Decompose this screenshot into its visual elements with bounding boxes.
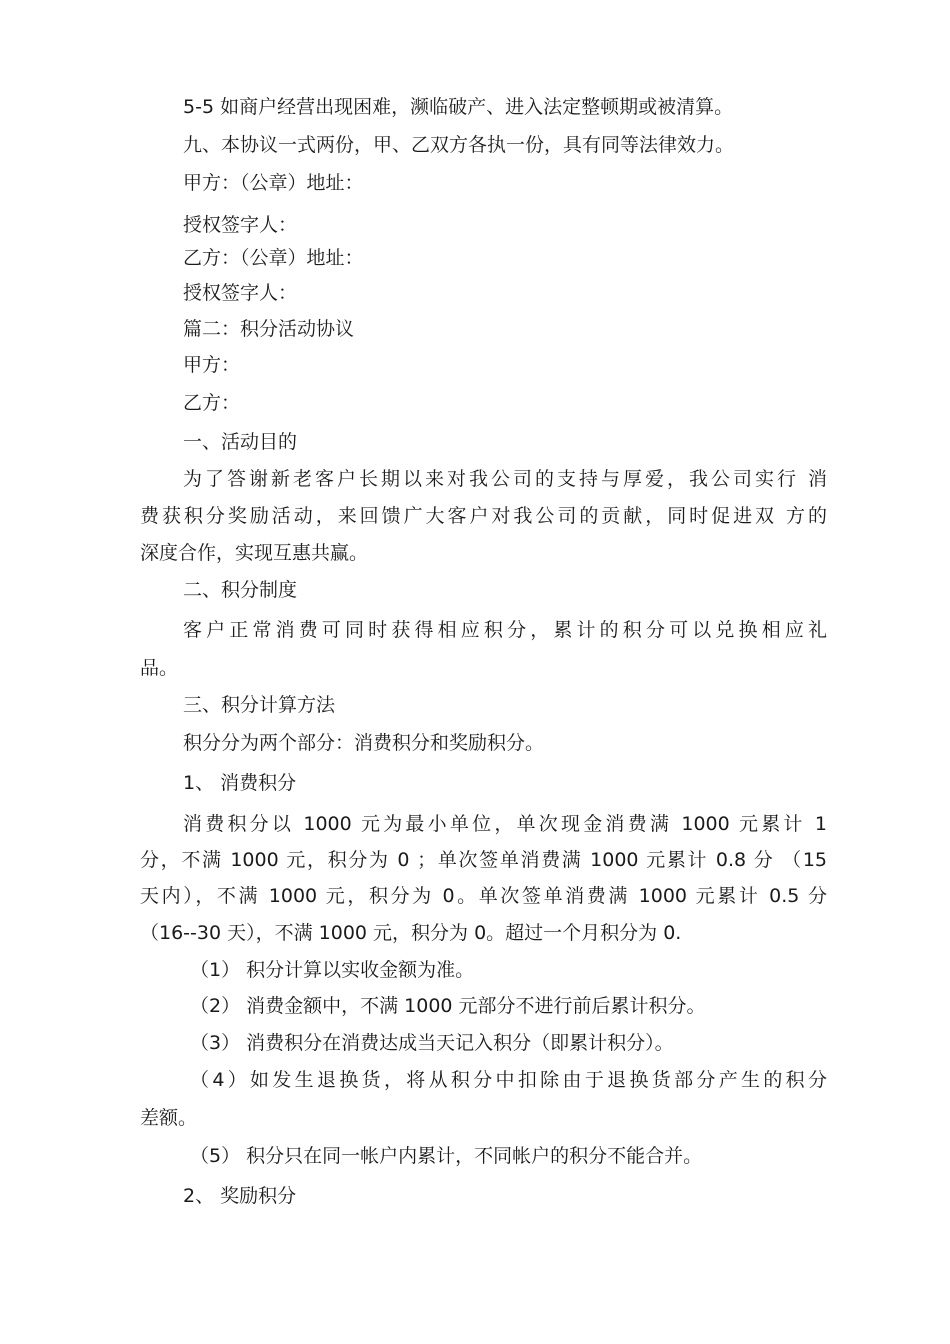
party-b-seal-address: 乙方：（公章）地址：: [183, 247, 364, 269]
section-title: 篇二：积分活动协议: [183, 318, 355, 340]
paragraph-line: 分，不满 1000 元，积分为 0 ；单次签单消费满 1000 元累计 0.8 分 （15: [140, 849, 827, 871]
paragraph-line: 费获积分奖励活动，来回馈广大客户对我公司的贡献，同时促进双 方的: [140, 505, 827, 527]
heading-points-system: 二、积分制度: [183, 579, 298, 601]
party-b: 乙方：: [183, 392, 241, 414]
paragraph-line: 品。: [140, 657, 179, 679]
paragraph-line: 天内），不满 1000 元，积分为 0。单次签单消费满 1000 元累计 0.5 分: [140, 885, 827, 907]
paragraph-line: 消费积分以 1000 元为最小单位，单次现金消费满 1000 元累计 1: [183, 813, 827, 835]
rule-item-1: （1） 积分计算以实收金额为准。: [190, 959, 475, 981]
rule-item-3: （3） 消费积分在消费达成当天记入积分（即累计积分）。: [190, 1032, 674, 1054]
paragraph-line: 积分分为两个部分：消费积分和奖励积分。: [183, 732, 545, 754]
paragraph-line: 深度合作，实现互惠共赢。: [140, 542, 369, 564]
rule-item-4: （4）如发生退换货，将从积分中扣除由于退换货部分产生的积分: [190, 1069, 827, 1091]
party-a: 甲方：: [183, 354, 241, 376]
subheading-reward-points: 2、 奖励积分: [183, 1185, 297, 1207]
party-a-seal-address: 甲方：（公章）地址：: [183, 172, 364, 194]
clause-5-5: 5-5 如商户经营出现困难，濒临破产、进入法定整顿期或被清算。: [183, 96, 734, 118]
paragraph-line: （16--30 天），不满 1000 元，积分为 0。超过一个月积分为 0.: [140, 922, 682, 944]
paragraph-line: 为了答谢新老客户长期以来对我公司的支持与厚爱，我公司实行 消: [183, 468, 827, 490]
rule-item-5: （5） 积分只在同一帐户内累计，不同帐户的积分不能合并。: [190, 1145, 703, 1167]
subheading-consumption-points: 1、 消费积分: [183, 772, 297, 794]
paragraph-line: 客户正常消费可同时获得相应积分，累计的积分可以兑换相应礼: [183, 619, 827, 641]
party-b-signatory: 授权签字人：: [183, 282, 298, 304]
paragraph-line: 差额。: [140, 1107, 198, 1129]
clause-nine: 九、本协议一式两份，甲、乙双方各执一份，具有同等法律效力。: [183, 134, 735, 156]
party-a-signatory: 授权签字人：: [183, 214, 298, 236]
heading-calculation: 三、积分计算方法: [183, 694, 336, 716]
rule-item-2: （2） 消费金额中，不满 1000 元部分不进行前后累计积分。: [190, 995, 706, 1017]
heading-purpose: 一、活动目的: [183, 431, 298, 453]
